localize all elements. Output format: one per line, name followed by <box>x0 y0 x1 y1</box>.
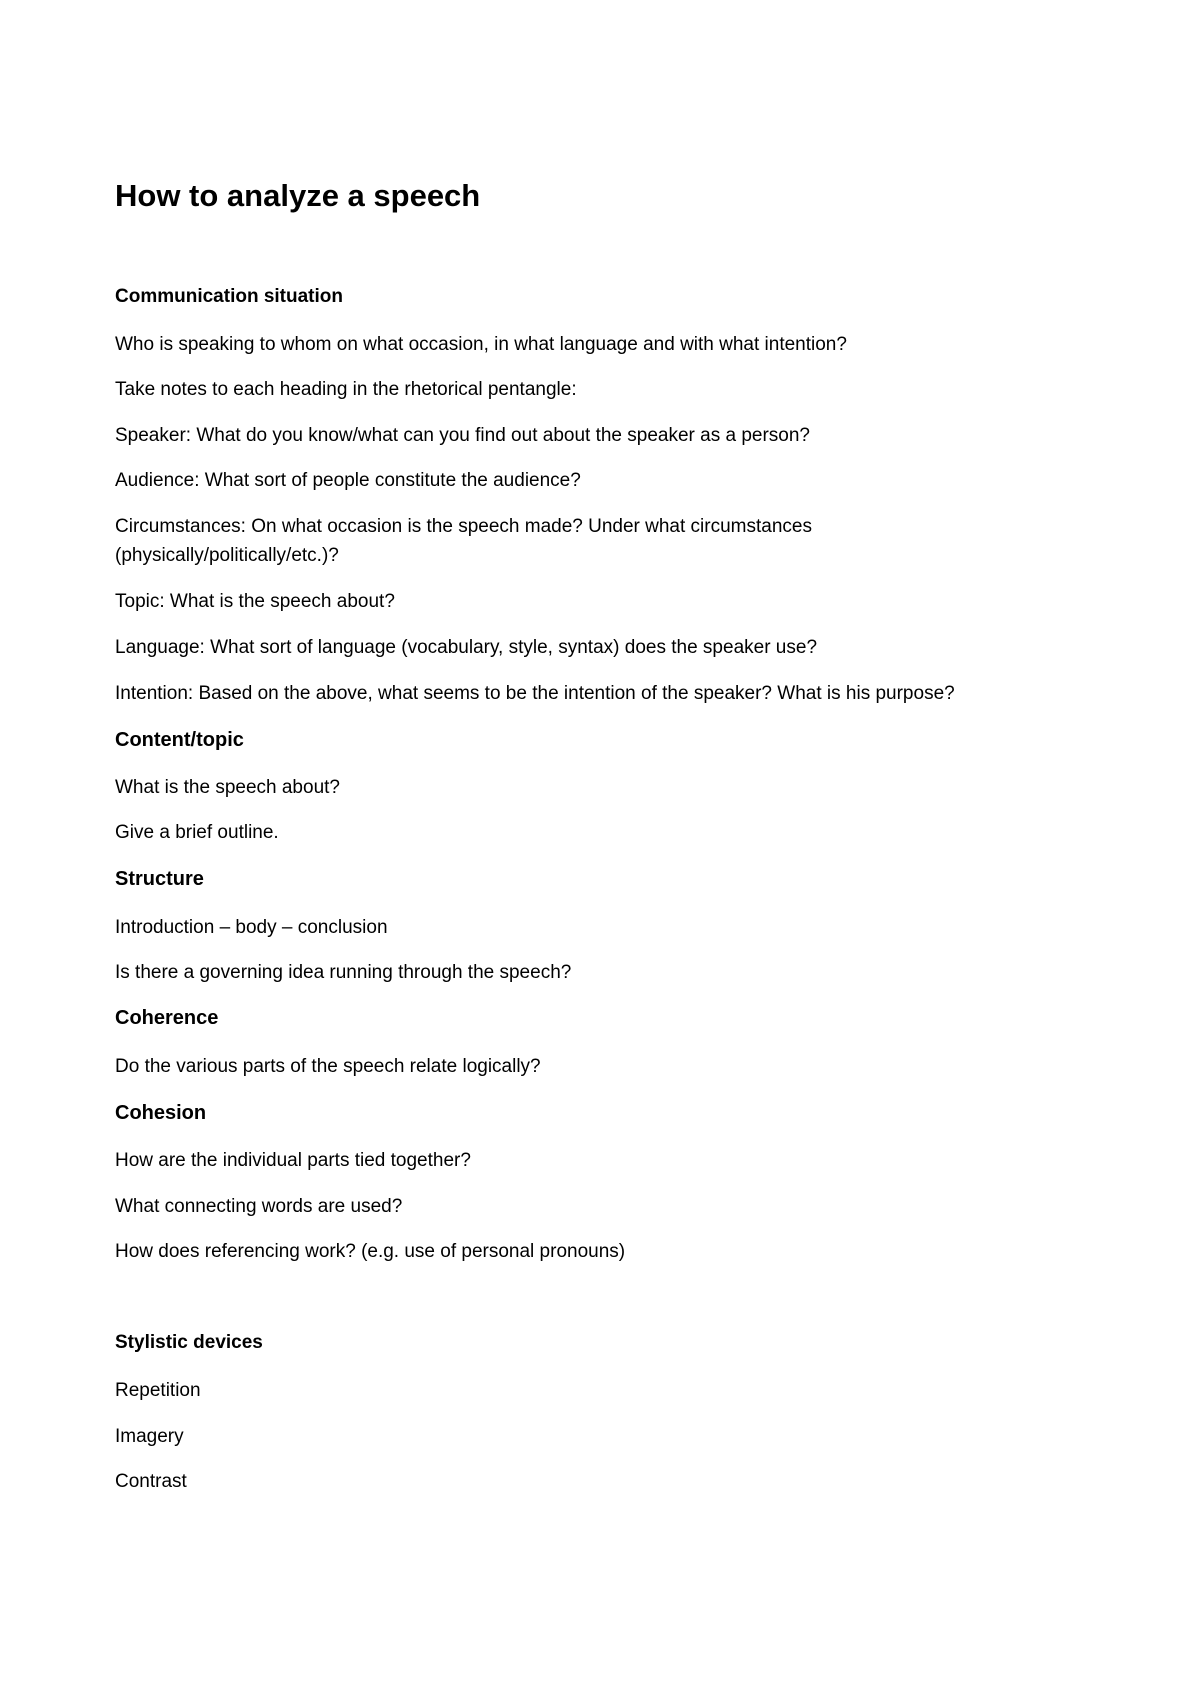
paragraph: Who is speaking to whom on what occasion, in what language and with what intention? <box>115 334 847 355</box>
paragraph: Do the various parts of the speech relate logically? <box>115 1056 541 1077</box>
paragraph: Language: What sort of language (vocabulary, style, syntax) does the speaker use? <box>115 637 818 658</box>
paragraph: Audience: What sort of people constitute the audience? <box>115 470 581 491</box>
paragraph: Introduction – body – conclusion <box>115 917 388 938</box>
paragraph: How does referencing work? (e.g. use of personal pronouns) <box>115 1241 626 1262</box>
heading-communication-situation: Communication situation <box>115 286 343 307</box>
paragraph: What connecting words are used? <box>115 1196 403 1217</box>
paragraph: Give a brief outline. <box>115 822 279 843</box>
heading-coherence: Coherence <box>115 1007 219 1029</box>
paragraph: Contrast <box>115 1471 187 1492</box>
paragraph: Take notes to each heading in the rhetorical pentangle: <box>115 379 577 400</box>
paragraph: Repetition <box>115 1380 201 1401</box>
heading-content-topic: Content/topic <box>115 729 244 751</box>
paragraph: How are the individual parts tied together? <box>115 1150 471 1171</box>
heading-stylistic-devices: Stylistic devices <box>115 1332 263 1353</box>
paragraph: Imagery <box>115 1426 184 1447</box>
paragraph: Topic: What is the speech about? <box>115 591 395 612</box>
paragraph: (physically/politically/etc.)? <box>115 545 339 566</box>
paragraph: Is there a governing idea running through the speech? <box>115 962 572 983</box>
heading-cohesion: Cohesion <box>115 1102 207 1124</box>
paragraph: Intention: Based on the above, what seems to be the intention of the speaker? What is his purpose? <box>115 683 955 704</box>
paragraph: Circumstances: On what occasion is the speech made? Under what circumstances <box>115 516 812 537</box>
page-title: How to analyze a speech <box>115 178 481 213</box>
paragraph: Speaker: What do you know/what can you find out about the speaker as a person? <box>115 425 810 446</box>
paragraph: What is the speech about? <box>115 777 340 798</box>
heading-structure: Structure <box>115 868 204 890</box>
